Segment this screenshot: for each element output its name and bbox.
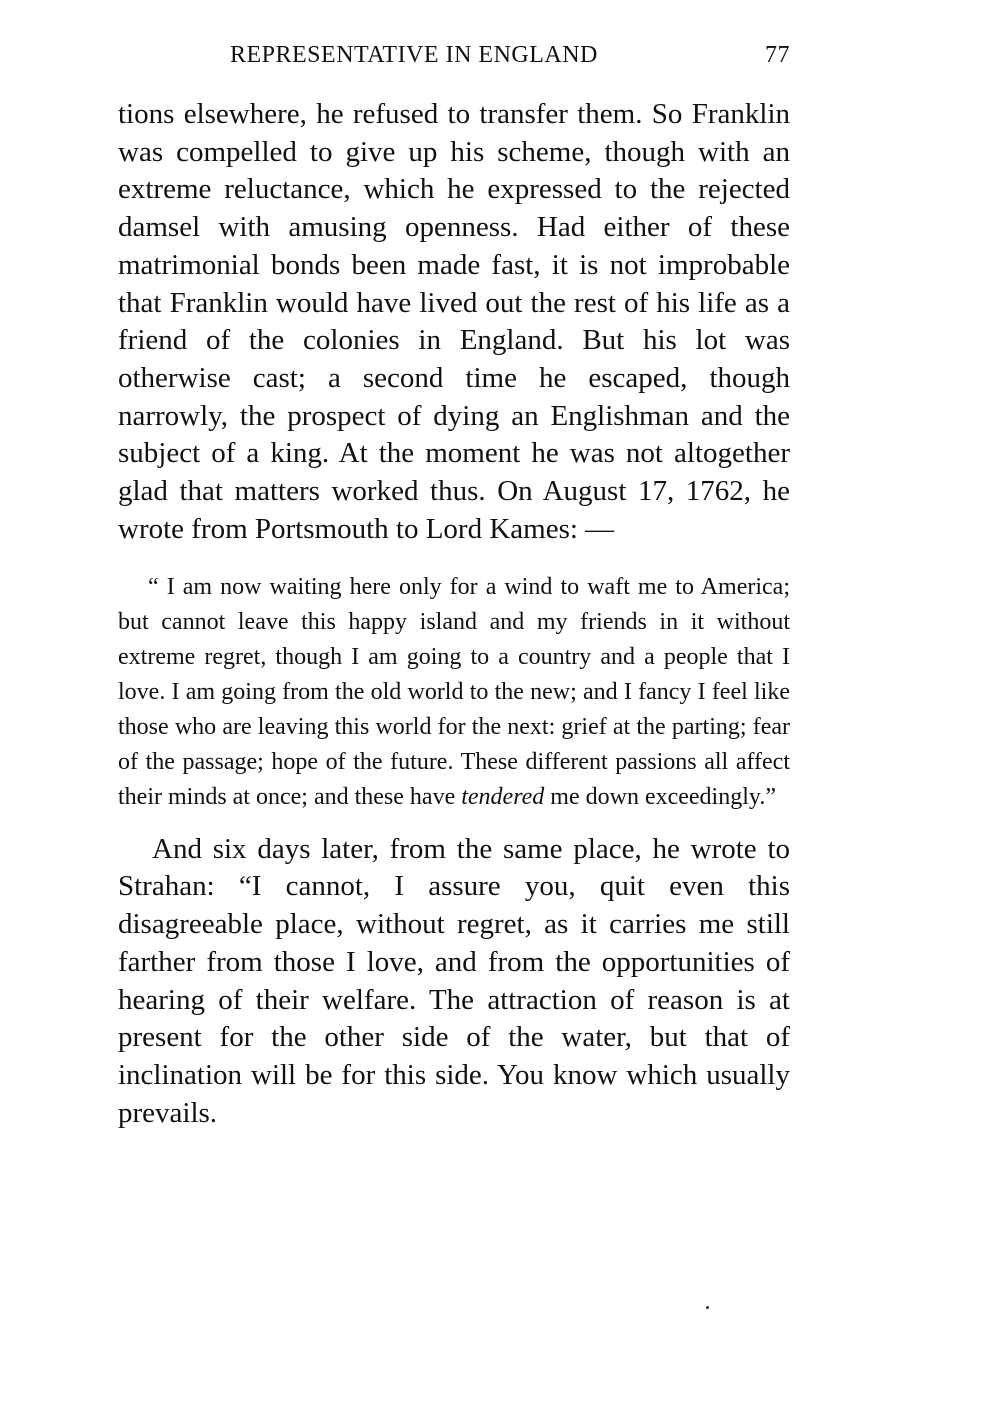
page-number: 77 — [765, 42, 790, 68]
quote-text-start: “ I am now waiting here only for a wind to waft me to America; but cannot leave this happy island and my friends in it without extreme regret, though I am going to a country and a people that I love. I am going from the old world to the new; and I fancy I feel like those who are leaving this world for the next: grief at the parting; fear of the passage; hope of the future. These different passions all affect their minds at once; and these have — [118, 574, 790, 810]
book-page — [118, 40, 790, 1132]
block-quote — [118, 570, 790, 814]
quote-emphasis: tendered — [461, 783, 545, 810]
print-speck — [706, 1306, 709, 1309]
quote-text-end: me down exceedingly.” — [544, 783, 776, 810]
running-head — [118, 40, 790, 80]
paragraph-2: And six days later, from the same place, he wrote to Strahan: “I cannot, I assure you, quit even this disagreeable place, without regret, as it carries me still farther from those I love, and from the opportunities of hearing of their welfare. The attraction of reason is at present for the other side of the water, but that of inclination will be for this side. You know which usually prevails. — [118, 832, 790, 1129]
paragraph-1: tions elsewhere, he refused to transfer them. So Franklin was compelled to give up his scheme, though with an extreme reluctance, which he expressed to the rejected damsel with amusing openness. Had either of these matrimonial bonds been made fast, it is not improbable that Franklin would have lived out the rest of his life as a friend of the colonies in England. But his lot was otherwise cast; a second time he escaped, though narrowly, the prospect of dying an Englishman and the subject of a king. At the moment he was not altogether glad that matters worked thus. On August 17, 1762, he wrote from Portsmouth to Lord Kames: — — [118, 98, 790, 545]
running-title: REPRESENTATIVE IN ENGLAND — [230, 42, 598, 68]
